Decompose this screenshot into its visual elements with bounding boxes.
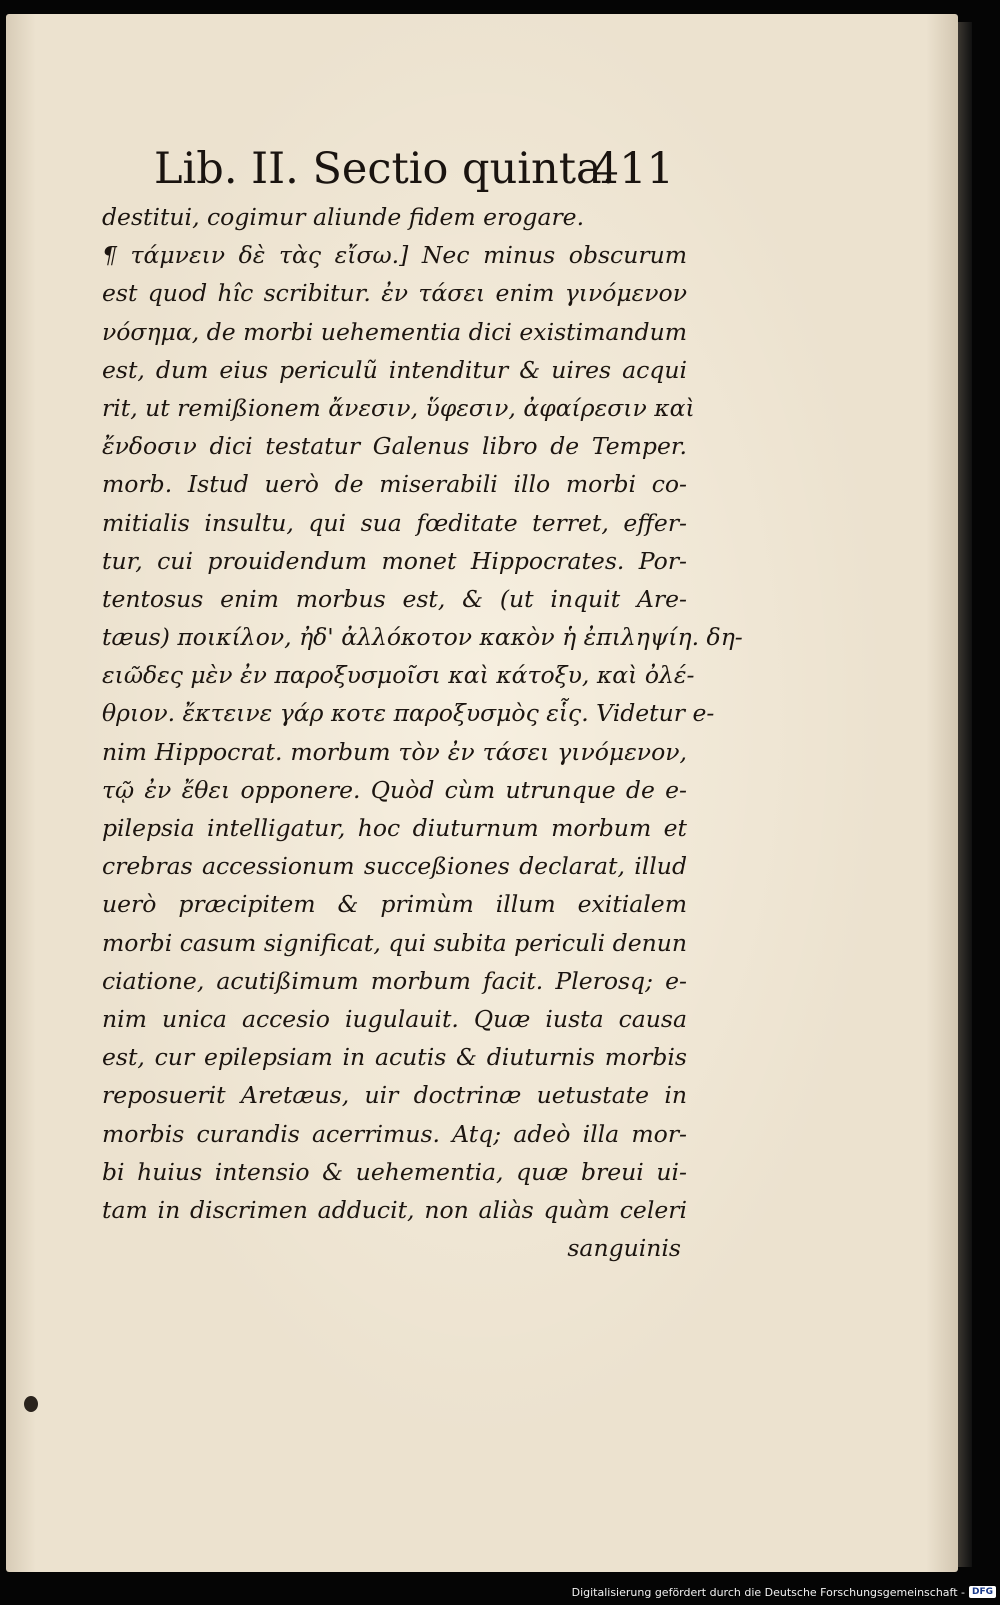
page-header bbox=[154, 144, 694, 206]
text-line: reposuerit Aretæus, uir doctrinæ uetustate in bbox=[102, 1081, 687, 1110]
text-line: est, cur epilepsiam in acutis & diuturnis morbis bbox=[102, 1043, 687, 1072]
running-title: Lib. II. Sectio quinta. bbox=[154, 144, 616, 194]
text-line: rit, ut remißionem ἄνεσιν, ὕφεσιν, ἀφαίρεσιν καὶ bbox=[102, 393, 695, 422]
text-line: destitui, cogimur aliunde fidem erogare. bbox=[102, 203, 585, 231]
text-line: ἔνδοσιν dici testatur Galenus libro de Temper. bbox=[102, 432, 687, 461]
page-number: 411 bbox=[591, 144, 674, 194]
text-line: tæus) ποικίλον, ἠδ' ἀλλόκοτον κακὸν ἡ ἐπιληψίη. δη- bbox=[102, 623, 743, 652]
text-line: ¶ τάμνειν δὲ τὰς εἴσω.] Nec minus obscurum bbox=[102, 241, 687, 270]
text-line: est quod hîc scribitur. ἐν τάσει enim γινόμενον bbox=[102, 279, 687, 308]
text-line: morbi casum significat, qui subita periculi denun bbox=[102, 928, 688, 957]
text-line: mitialis insultu, qui sua fœditate terret, effer- bbox=[102, 508, 687, 537]
text-line: nim unica accesio iugulauit. Quæ iusta causa bbox=[102, 1004, 687, 1033]
text-line: bi huius intensio & uehementia, quæ breui ui- bbox=[102, 1157, 687, 1186]
text-line: ειῶδες μὲν ἐν παροξυσμοῖσι καὶ κάτοξυ, καὶ ὀλέ- bbox=[102, 661, 695, 690]
body-text bbox=[102, 198, 743, 1267]
text-line: ciatione, acutißimum morbum facit. Plerosq; e- bbox=[102, 966, 687, 995]
credit-text: Digitalisierung gefördert durch die Deutsche Forschungsgemeinschaft - bbox=[571, 1585, 965, 1599]
dfg-logo: DFG bbox=[969, 1586, 996, 1598]
text-line: uerò præcipitem & primùm illum exitialem bbox=[102, 890, 687, 919]
text-line: tam in discrimen adducit, non aliàs quàm celeri bbox=[102, 1195, 687, 1224]
text-line: morbis curandis acerrimus. Atq; adeò illa mor- bbox=[102, 1119, 687, 1148]
catchword: sanguinis bbox=[567, 1234, 681, 1263]
text-line: crebras accessionum succeßiones declarat, illud bbox=[102, 852, 687, 881]
digitization-credit bbox=[572, 1581, 996, 1603]
text-line: νόσημα, de morbi uehementia dici existimandum bbox=[102, 317, 687, 346]
page-edge-shadow bbox=[958, 22, 972, 1567]
text-line: est, dum eius periculũ intenditur & uires acqui bbox=[102, 355, 687, 384]
text-line: morb. Istud uerò de miserabili illo morbi co- bbox=[102, 470, 687, 499]
text-line: tentosus enim morbus est, & (ut inquit Are- bbox=[102, 584, 687, 613]
text-line: θριον. ἔκτεινε γάρ κοτε παροξυσμὸς εἷς. Videtur e- bbox=[102, 699, 715, 728]
text-line: pilepsia intelligatur, hoc diuturnum morbum et bbox=[102, 814, 687, 842]
text-line: tur, cui prouidendum monet Hippocrates. Por- bbox=[102, 546, 687, 575]
text-line: nim Hippocrat. morbum τὸν ἐν τάσει γινόμενον, bbox=[102, 737, 687, 766]
ink-spot bbox=[24, 1396, 38, 1412]
text-line: τῷ ἐν ἔθει opponere. Quòd cùm utrunque de e- bbox=[102, 775, 687, 804]
